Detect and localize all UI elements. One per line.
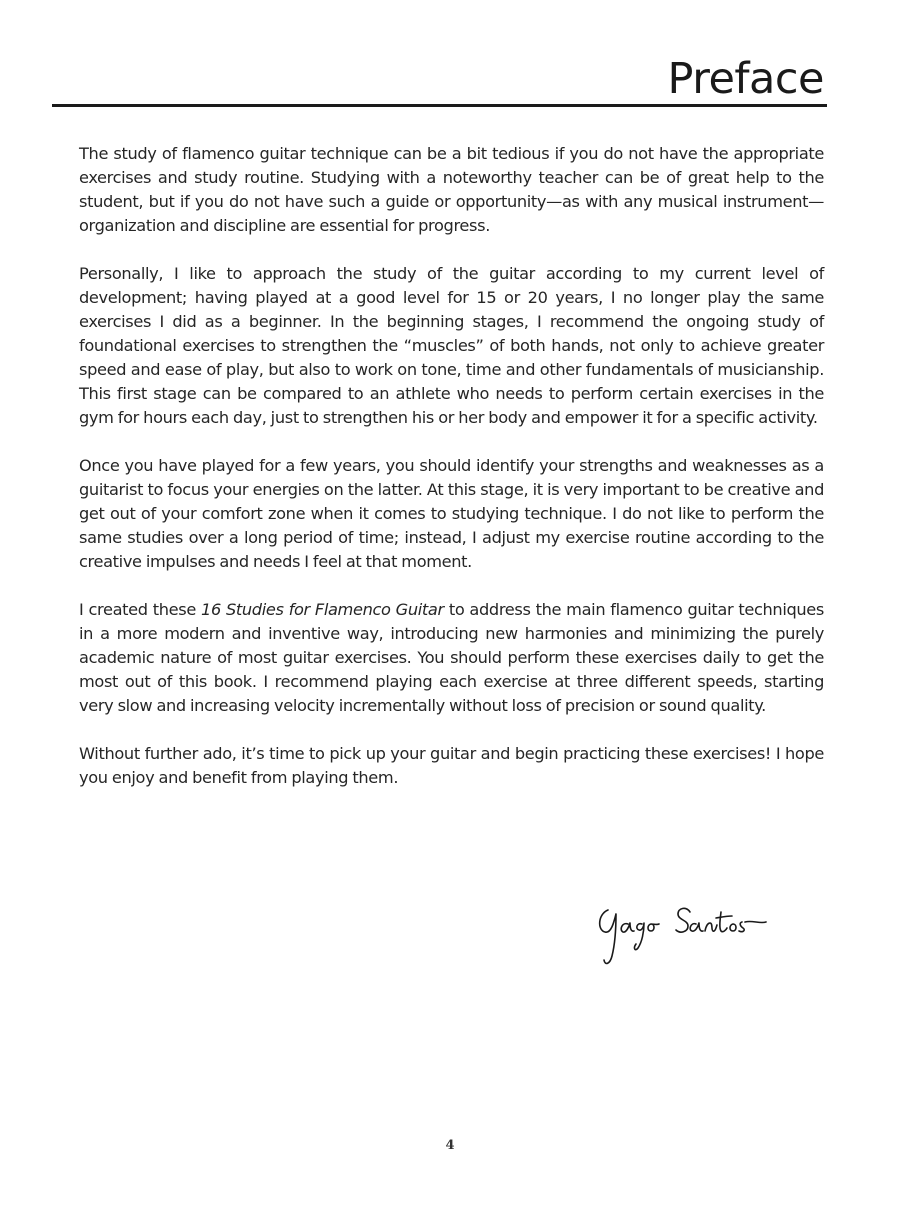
paragraph-4-intro: I created these — [79, 600, 201, 619]
book-title-emphasis: 16 Studies for Flamenco Guitar — [201, 600, 444, 619]
paragraph-4-rest: to address the main flamenco guitar techniques in a more modern and inventive way, introducing new harmonies and minimizing the purely academic nature of most guitar exercises. You should perform these exercises daily to get the most out of this book. I recommend playing each exercise at three different speeds, starting very slow and increasing velocity incrementally without loss of precision or sound quality. — [79, 600, 824, 715]
paragraph-1: The study of flamenco guitar technique can be a bit tedious if you do not have the appropriate exercises and study routine. Studying with a noteworthy teacher can be of great help to the student, but if you do not have such a guide or opportunity—as with any musical instrument—organization and discipline are essential for progress. — [79, 144, 824, 235]
preface-body — [79, 142, 824, 814]
author-signature — [592, 898, 777, 970]
title-rule — [52, 104, 827, 107]
paragraph-2: Personally, I like to approach the study of the guitar according to my current level of development; having played at a good level for 15 or 20 years, I no longer play the same exercises I did as a beginner. In the beginning stages, I recommend the ongoing study of foundational exercises to strengthen the “muscles” of both hands, not only to achieve greater speed and ease of play, but also to work on tone, time and other fundamentals of musicianship. This first stage can be compared to an athlete who needs to perform certain exercises in the gym for hours each day, just to strengthen his or her body and empower it for a specific activity. — [79, 264, 824, 427]
paragraph-5: Without further ado, it’s time to pick up your guitar and begin practicing these exercises! I hope you enjoy and benefit from playing them. — [79, 744, 824, 787]
page-title: Preface — [667, 54, 824, 104]
paragraph-3: Once you have played for a few years, you should identify your strengths and weaknesses as a guitarist to focus your energies on the latter. At this stage, it is very important to be creative and get out of your comfort zone when it comes to studying technique. I do not like to perform the same studies over a long period of time; instead, I adjust my exercise routine according to the creative impulses and needs I feel at that moment. — [79, 456, 824, 571]
page-number: 4 — [445, 1138, 455, 1153]
paragraph-4 — [79, 598, 824, 718]
